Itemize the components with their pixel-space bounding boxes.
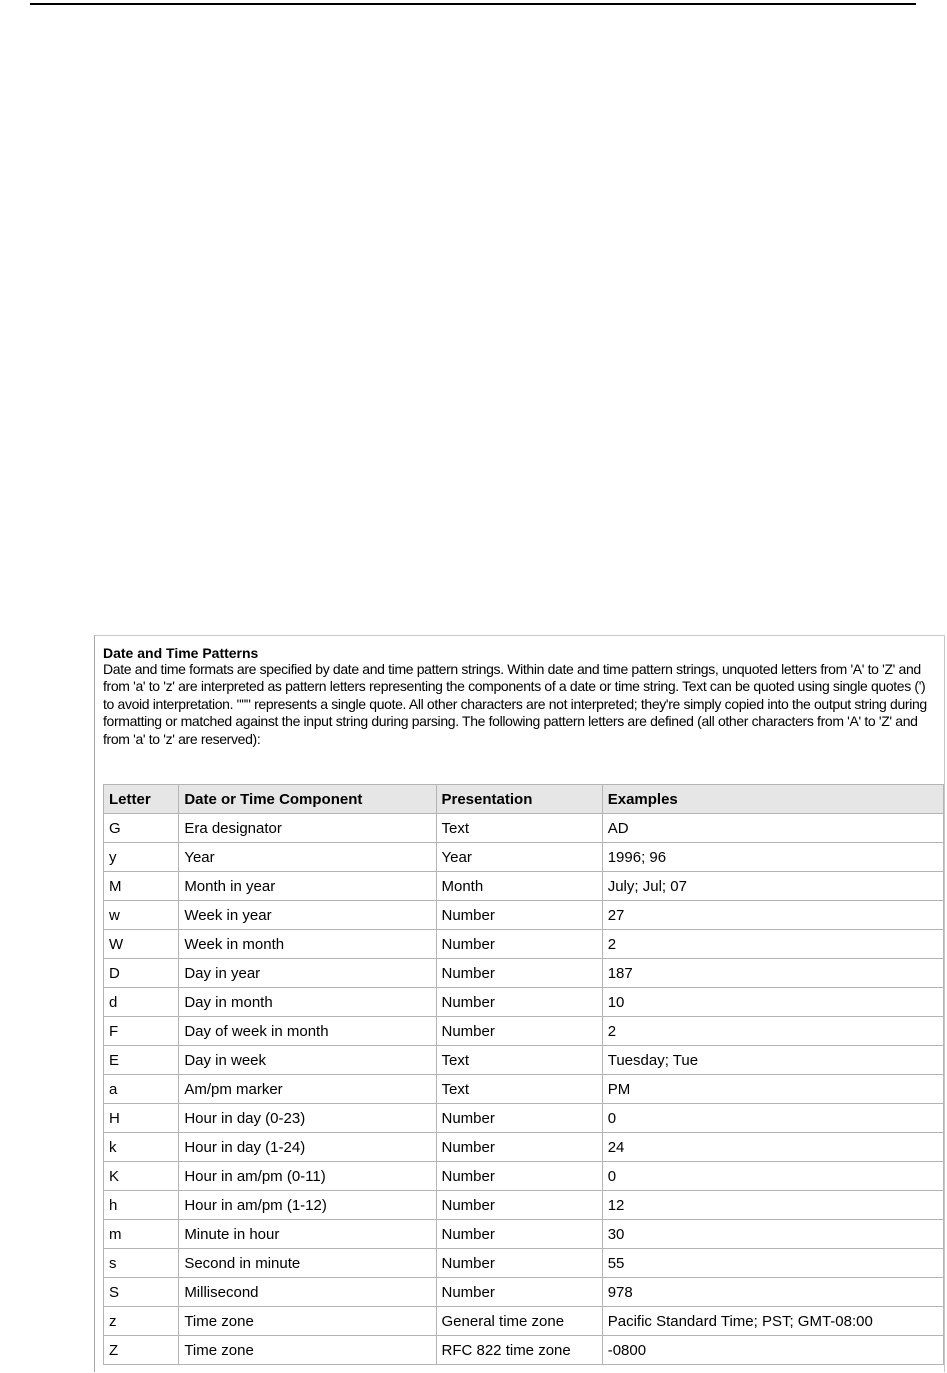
- cell-letter: y: [104, 843, 179, 872]
- cell-example: Tuesday; Tue: [602, 1046, 943, 1075]
- cell-component: Week in month: [179, 930, 436, 959]
- table-row: [104, 814, 944, 843]
- cell-presentation: Number: [436, 1017, 602, 1046]
- cell-presentation: Number: [436, 988, 602, 1017]
- cell-component: Hour in day (1-24): [179, 1133, 436, 1162]
- column-header-examples: Examples: [602, 785, 943, 814]
- table-row: [104, 1220, 944, 1249]
- cell-component: Day of week in month: [179, 1017, 436, 1046]
- cell-presentation: Number: [436, 1220, 602, 1249]
- cell-component: Second in minute: [179, 1249, 436, 1278]
- cell-example: Pacific Standard Time; PST; GMT-08:00: [602, 1307, 943, 1336]
- cell-letter: a: [104, 1075, 179, 1104]
- cell-example: 0: [602, 1162, 943, 1191]
- cell-letter: D: [104, 959, 179, 988]
- cell-presentation: Number: [436, 1104, 602, 1133]
- cell-example: 1996; 96: [602, 843, 943, 872]
- cell-example: 12: [602, 1191, 943, 1220]
- cell-presentation: Number: [436, 901, 602, 930]
- table-row: [104, 1046, 944, 1075]
- table-row: [104, 1191, 944, 1220]
- cell-example: 10: [602, 988, 943, 1017]
- column-header-component: Date or Time Component: [179, 785, 436, 814]
- cell-letter: F: [104, 1017, 179, 1046]
- cell-presentation: Text: [436, 814, 602, 843]
- header-rule: [30, 3, 916, 5]
- cell-presentation: General time zone: [436, 1307, 602, 1336]
- cell-example: 30: [602, 1220, 943, 1249]
- cell-presentation: Text: [436, 1075, 602, 1104]
- section-intro: Date and time formats are specified by date and time pattern strings. Within date and time pattern strings, unquoted letters from 'A' to 'Z' and from 'a' to 'z' are interpreted as pattern letters representing the components of a date or time string. Text can be quoted using single quotes (') to avoid interpretation. "''" represents a single quote. All other characters are not interpreted; they're simply copied into the output string during formatting or matched against the input string during parsing. The following pattern letters are defined (all other characters from 'A' to 'Z' and from 'a' to 'z' are reserved):: [103, 661, 927, 747]
- cell-presentation: Number: [436, 1278, 602, 1307]
- cell-example: July; Jul; 07: [602, 872, 943, 901]
- cell-presentation: Text: [436, 1046, 602, 1075]
- table-header-row: [104, 785, 944, 814]
- cell-example: 2: [602, 930, 943, 959]
- cell-component: Time zone: [179, 1336, 436, 1365]
- cell-example: 27: [602, 901, 943, 930]
- cell-component: Hour in am/pm (0-11): [179, 1162, 436, 1191]
- table-row: [104, 872, 944, 901]
- cell-letter: W: [104, 930, 179, 959]
- cell-component: Minute in hour: [179, 1220, 436, 1249]
- cell-letter: k: [104, 1133, 179, 1162]
- cell-letter: Z: [104, 1336, 179, 1365]
- column-header-presentation: Presentation: [436, 785, 602, 814]
- cell-presentation: Year: [436, 843, 602, 872]
- table-row: [104, 1278, 944, 1307]
- cell-presentation: Number: [436, 1191, 602, 1220]
- cell-letter: M: [104, 872, 179, 901]
- cell-example: PM: [602, 1075, 943, 1104]
- table-row: [104, 959, 944, 988]
- table-row: [104, 1336, 944, 1365]
- cell-example: 55: [602, 1249, 943, 1278]
- table-row: [104, 1075, 944, 1104]
- cell-component: Am/pm marker: [179, 1075, 436, 1104]
- cell-example: 24: [602, 1133, 943, 1162]
- table-body: [104, 814, 944, 1365]
- table-row: [104, 901, 944, 930]
- cell-component: Day in week: [179, 1046, 436, 1075]
- cell-example: 0: [602, 1104, 943, 1133]
- table-row: [104, 1017, 944, 1046]
- cell-presentation: Number: [436, 1162, 602, 1191]
- cell-example: -0800: [602, 1336, 943, 1365]
- cell-component: Day in year: [179, 959, 436, 988]
- cell-letter: w: [104, 901, 179, 930]
- cell-letter: m: [104, 1220, 179, 1249]
- table-row: [104, 930, 944, 959]
- cell-example: 2: [602, 1017, 943, 1046]
- cell-component: Hour in am/pm (1-12): [179, 1191, 436, 1220]
- cell-presentation: Number: [436, 1133, 602, 1162]
- cell-presentation: RFC 822 time zone: [436, 1336, 602, 1365]
- column-header-letter: Letter: [104, 785, 179, 814]
- cell-presentation: Number: [436, 930, 602, 959]
- cell-letter: z: [104, 1307, 179, 1336]
- cell-example: AD: [602, 814, 943, 843]
- cell-letter: s: [104, 1249, 179, 1278]
- cell-component: Week in year: [179, 901, 436, 930]
- cell-letter: G: [104, 814, 179, 843]
- cell-component: Time zone: [179, 1307, 436, 1336]
- cell-component: Hour in day (0-23): [179, 1104, 436, 1133]
- table-row: [104, 1249, 944, 1278]
- cell-presentation: Number: [436, 959, 602, 988]
- cell-component: Millisecond: [179, 1278, 436, 1307]
- cell-presentation: Number: [436, 1249, 602, 1278]
- cell-letter: E: [104, 1046, 179, 1075]
- table-row: [104, 1104, 944, 1133]
- pattern-letters-table: [103, 784, 944, 1365]
- cell-letter: S: [104, 1278, 179, 1307]
- table-row: [104, 843, 944, 872]
- table-row: [104, 1133, 944, 1162]
- cell-example: 978: [602, 1278, 943, 1307]
- cell-component: Day in month: [179, 988, 436, 1017]
- section-title: Date and Time Patterns: [103, 645, 259, 661]
- cell-example: 187: [602, 959, 943, 988]
- cell-component: Era designator: [179, 814, 436, 843]
- cell-component: Year: [179, 843, 436, 872]
- table-row: [104, 1307, 944, 1336]
- cell-presentation: Month: [436, 872, 602, 901]
- table-row: [104, 988, 944, 1017]
- cell-letter: H: [104, 1104, 179, 1133]
- cell-letter: d: [104, 988, 179, 1017]
- cell-letter: K: [104, 1162, 179, 1191]
- cell-component: Month in year: [179, 872, 436, 901]
- date-time-patterns-panel: [94, 635, 945, 1372]
- cell-letter: h: [104, 1191, 179, 1220]
- table-row: [104, 1162, 944, 1191]
